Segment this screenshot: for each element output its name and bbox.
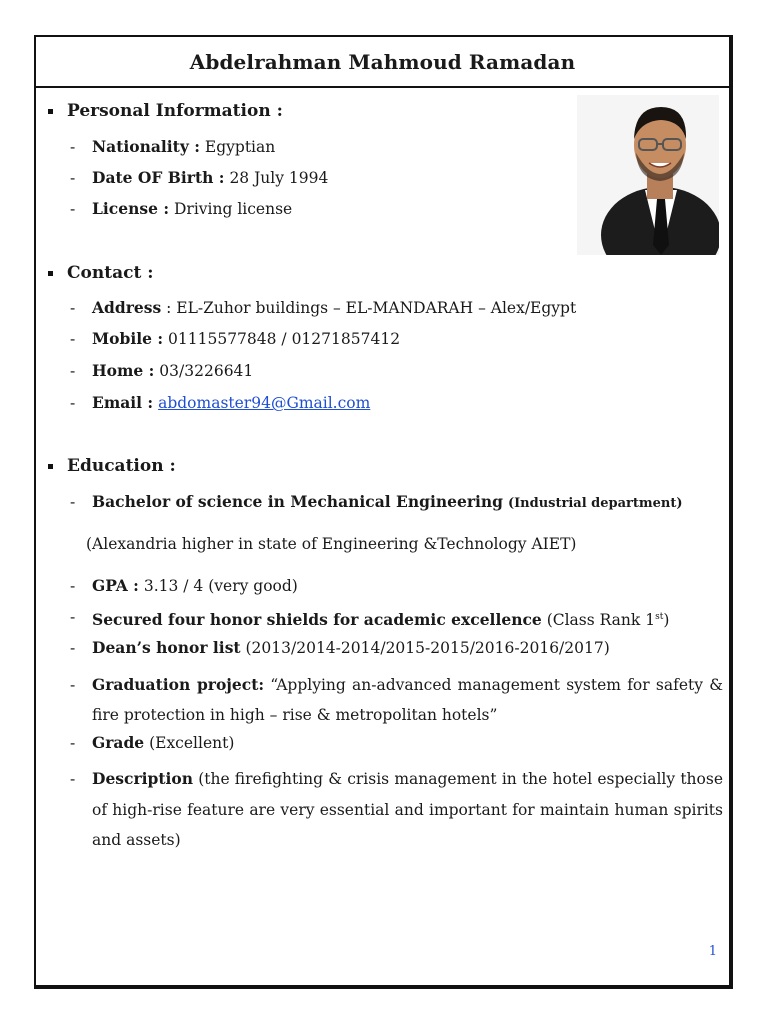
honor-shields-item: - Secured four honor shields for academic excellence (Class Rank 1st) [70, 608, 670, 630]
graduation-project-item: - Graduation project: “Applying an-advanced management system for safety & fire protection in high – rise & metropolitan hotels” [70, 675, 723, 724]
full-name: Abdelrahman Mahmoud Ramadan [189, 49, 576, 74]
education-heading: Education : [48, 456, 176, 476]
home-phone-item: - Home : 03/3226641 [70, 361, 254, 380]
institution-line: (Alexandria higher in state of Engineering &Technology AIET) [86, 535, 577, 553]
bullet-square-icon [48, 271, 53, 276]
profile-photo [577, 95, 719, 255]
address-item: - Address : EL-Zuhor buildings – EL-MANDARAH – Alex/Egypt [70, 298, 577, 317]
name-header [36, 37, 729, 88]
dob-item: - Date OF Birth : 28 July 1994 [70, 168, 329, 187]
nationality-item: - Nationality : Egyptian [70, 137, 276, 156]
grade-item: - Grade (Excellent) [70, 733, 235, 752]
bullet-square-icon [48, 464, 53, 469]
deans-list-item: - Dean’s honor list (2013/2014-2014/2015-2015/2016-2016/2017) [70, 638, 610, 657]
email-link[interactable]: abdomaster94@Gmail.com [158, 394, 371, 412]
gpa-item: - GPA : 3.13 / 4 (very good) [70, 576, 298, 595]
cv-page [34, 35, 733, 989]
bullet-square-icon [48, 109, 53, 114]
contact-heading: Contact : [48, 263, 154, 283]
degree-item: - Bachelor of science in Mechanical Engineering (Industrial department) [70, 492, 683, 511]
email-item: - Email : abdomaster94@Gmail.com [70, 393, 371, 412]
person-portrait-icon [577, 95, 719, 255]
page-number: 1 [708, 944, 717, 959]
personal-info-heading: Personal Information : [48, 101, 283, 121]
mobile-item: - Mobile : 01115577848 / 01271857412 [70, 329, 401, 348]
license-item: - License : Driving license [70, 199, 293, 218]
description-item: - Description (the firefighting & crisis management in the hotel especially those of high-rise feature are very essential and important for maintain human spirits and assets) [70, 769, 723, 849]
